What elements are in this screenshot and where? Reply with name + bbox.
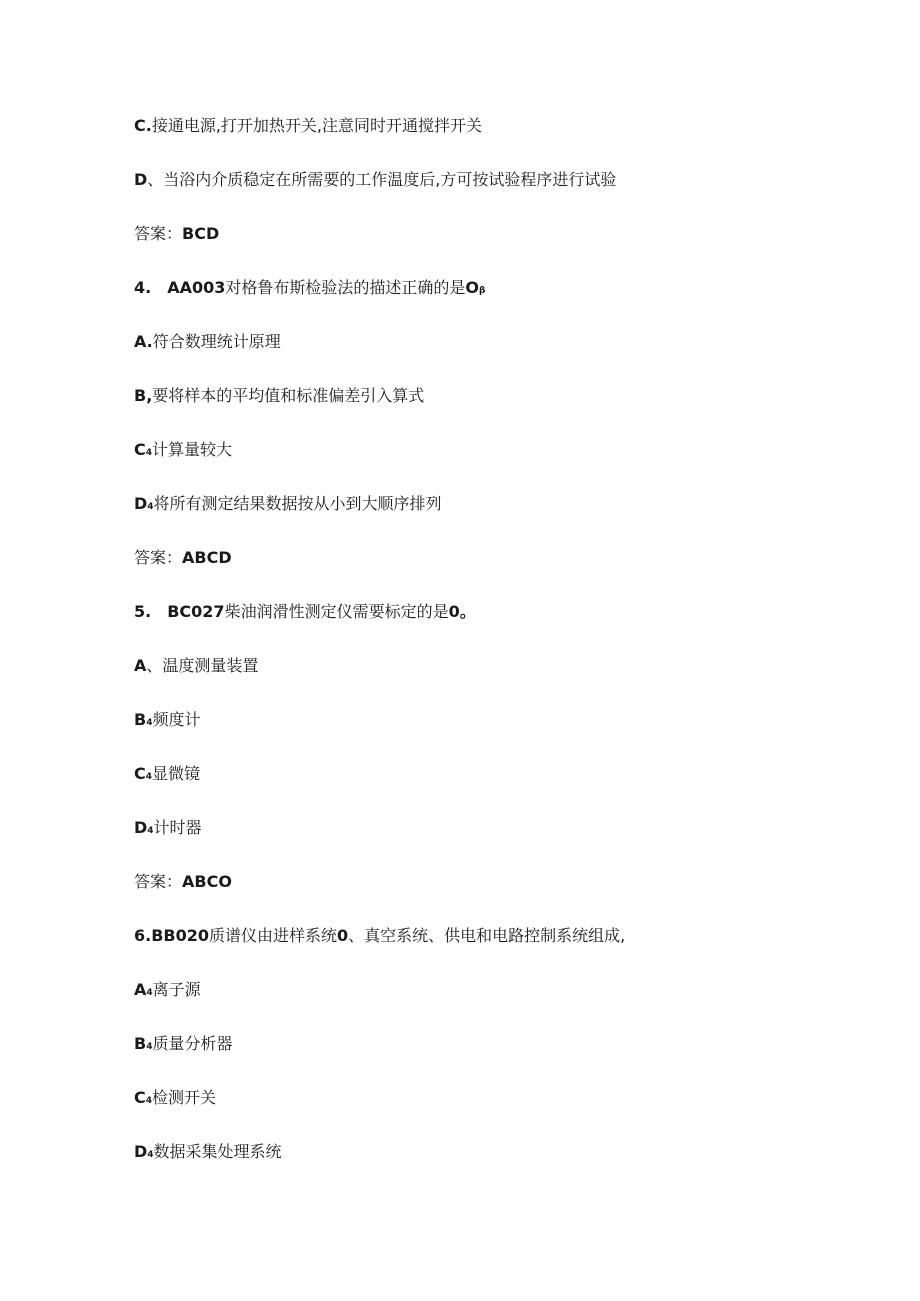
answer-value: BCD [182,224,220,243]
option-label: D [134,1142,148,1161]
option-text: 检测开关 [152,1088,217,1107]
question-text-tail: 、真空系统、供电和电路控制系统组成, [348,926,626,945]
option-subscript: 4 [145,448,153,458]
option-text: 计时器 [153,818,202,837]
answer-value: ABCO [182,872,232,891]
option-text: 显微镜 [152,764,201,783]
option-subscript: 4 [146,988,153,998]
option-label: B [134,710,147,729]
answer-line [134,224,219,244]
option-a-line [134,656,258,676]
option-subscript: 4 [145,1096,153,1106]
question-number: 5. BC027 [134,602,225,621]
option-b-line [134,386,424,406]
option-c-line [134,440,232,463]
question-suffix: 0 [337,926,349,945]
option-text: 、当浴内介质稳定在所需要的工作温度后,方可按试验程序进行试验 [147,170,617,189]
question-subscript: β [479,286,486,296]
answer-label: 答案： [134,872,183,891]
answer-line [134,548,232,568]
option-subscript: 4 [147,1150,154,1160]
option-label: A [134,980,147,999]
option-label: C [134,764,146,783]
question-text: 对格鲁布斯检验法的描述正确的是 [225,278,466,297]
option-label: C. [134,116,152,135]
question-suffix: O [465,278,480,297]
option-label: D [134,818,148,837]
option-text: 接通电源,打开加热开关,注意同时开通搅拌开关 [151,116,483,135]
option-label: D [134,494,148,513]
option-label: B [134,1034,147,1053]
question-number: 4. AA003 [134,278,226,297]
option-subscript: 4 [146,718,153,728]
question-4 [134,278,485,301]
option-d-line [134,494,442,517]
option-label: C [134,440,146,459]
option-label: A [134,656,147,675]
option-subscript: 4 [146,1042,153,1052]
option-text: 频度计 [152,710,201,729]
option-subscript: 4 [147,502,154,512]
option-d-line [134,818,202,841]
option-text: 质量分析器 [152,1034,233,1053]
answer-line [134,872,232,892]
option-d-line [134,170,616,190]
option-subscript: 4 [147,826,154,836]
option-label: D [134,170,148,189]
option-text: 符合数理统计原理 [152,332,281,351]
option-text: 离子源 [152,980,201,999]
answer-label: 答案： [134,224,183,243]
answer-label: 答案： [134,548,183,567]
question-6 [134,926,625,946]
option-a-line [134,980,201,1003]
option-text: 将所有测定结果数据按从小到大顺序排列 [153,494,442,513]
option-label: A. [134,332,153,351]
option-text: 要将样本的平均值和标准偏差引入算式 [152,386,425,405]
option-c-line [134,764,200,787]
answer-value: ABCD [182,548,232,567]
question-text: 质谱仪由进样系统 [209,926,338,945]
option-text: 计算量较大 [152,440,233,459]
question-number: 6.BB020 [134,926,209,945]
question-5 [134,602,476,622]
option-text: 、温度测量装置 [146,656,259,675]
option-subscript: 4 [145,772,153,782]
option-d-line [134,1142,282,1165]
option-b-line [134,1034,232,1057]
option-b-line [134,710,200,733]
question-text: 柴油润滑性测定仪需要标定的是 [224,602,449,621]
option-label: B, [134,386,153,405]
option-a-line [134,332,281,352]
question-suffix: 0。 [448,602,476,621]
option-c-line [134,116,482,136]
option-label: C [134,1088,146,1107]
option-text: 数据采集处理系统 [153,1142,282,1161]
option-c-line [134,1088,216,1111]
